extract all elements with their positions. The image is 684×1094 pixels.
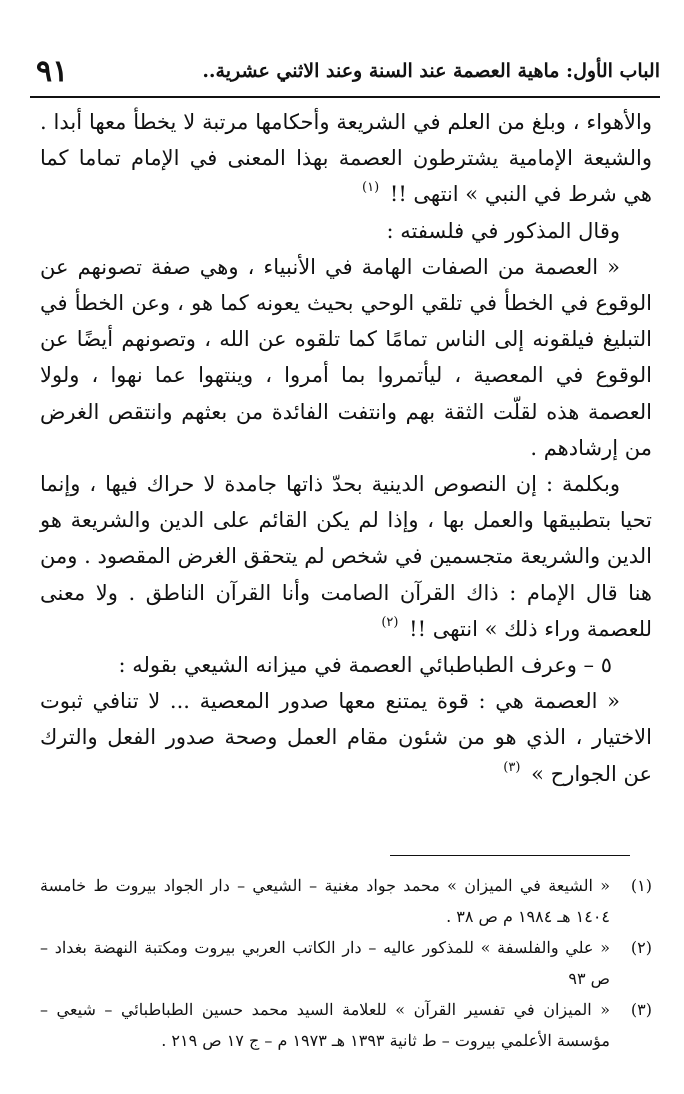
footnote-divider <box>390 855 630 856</box>
paragraph-5: ٥ – وعرف الطباطبائي العصمة في ميزانه الشيعي بقوله : <box>118 653 612 678</box>
paragraph-2: وقال المذكور في فلسفته : <box>386 218 620 243</box>
header-divider <box>30 96 660 98</box>
footnote-text: « الميزان في تفسير القرآن » للعلامة السيد محمد حسين الطباطبائي – شيعي – مؤسسة الأعلمي بيروت – ط ثانية ١٣٩٣ هـ ١٩٧٣ م – ج ١٧ ص ٢١٩ . <box>40 1000 610 1050</box>
quote-tabatabai-text: « العصمة هي : قوة يمتنع معها صدور المعصية ... لا تنافي ثبوت الاختيار ، الذي هو من شئون مقام العمل وصحة صدور الفعل والترك عن الجوارح » <box>40 689 652 786</box>
footnote-3 <box>40 994 652 1056</box>
footnote-2 <box>40 932 652 994</box>
running-header <box>30 52 660 96</box>
footnote-ref-1: (١) <box>362 180 380 196</box>
footnote-ref-2: (٢) <box>381 614 399 630</box>
quote-philosophy: « العصمة من الصفات الهامة في الأنبياء ، وهي صفة تصونهم عن الوقوع في الخطأ في تلقي الوحي بحيث يعونه كما هو ، وعن الخطأ في التبليغ فيلقونه إلى الناس تمامًا كما تلقوه عن الله ، وتصونهم أيضًا عن الوقوع في المعصية ، ليأتمروا بما أمروا ، وينتهوا عما نهوا ، ولولا العصمة هذه لقلّت الثقة بهم وانتفت الفائدة من بعثهم وانتقص الغرض من إرشادهم . <box>40 254 652 460</box>
paragraph-4-text: وبكلمة : إن النصوص الدينية بحدّ ذاتها جامدة لا حراك فيها ، وإنما تحيا بتطبيقها والعمل بها ، وإذا لم يكن القائم على الدين والشريعة هو الدين والشريعة متجسمين في شخص لم يتحقق الغرض المقصود . ومن هنا قال الإمام : ذاك القرآن الصامت وأنا القرآن الناطق . ولا معنى للعصمة وراء ذلك » انتهى !! <box>40 472 652 641</box>
page-number: ٩١ <box>36 54 69 89</box>
footnote-number: (١) <box>630 876 652 895</box>
footnote-ref-3: (٣) <box>503 759 521 775</box>
footnote-number: (٢) <box>630 938 652 957</box>
main-text <box>40 104 652 792</box>
footnote-number: (٣) <box>630 1000 652 1019</box>
paragraph-1-text: والأهواء ، وبلغ من العلم في الشريعة وأحكامها مرتبة لا يخطأ معها أبدا . والشيعة الإمامية يشترطون العصمة بهذا المعنى في الإمام تماما كما هي شرط في النبي » انتهى !! <box>40 110 652 207</box>
footnote-1 <box>40 870 652 932</box>
paragraph-1 <box>40 104 652 213</box>
chapter-title: الباب الأول: ماهية العصمة عند السنة وعند الاثني عشرية.. <box>202 60 660 82</box>
paragraph-4 <box>40 466 652 647</box>
footnote-text: « الشيعة في الميزان » محمد جواد مغنية – الشيعي – دار الجواد بيروت ط خامسة ١٤٠٤ هـ ١٩٨٤ م ص ٣٨ . <box>40 876 610 926</box>
footnote-text: « علي والفلسفة » للمذكور عاليه – دار الكاتب العربي بيروت ومكتبة النهضة بغداد – ص ٩٣ <box>40 938 610 988</box>
footnotes <box>40 870 652 1056</box>
quote-tabatabai <box>40 683 652 792</box>
